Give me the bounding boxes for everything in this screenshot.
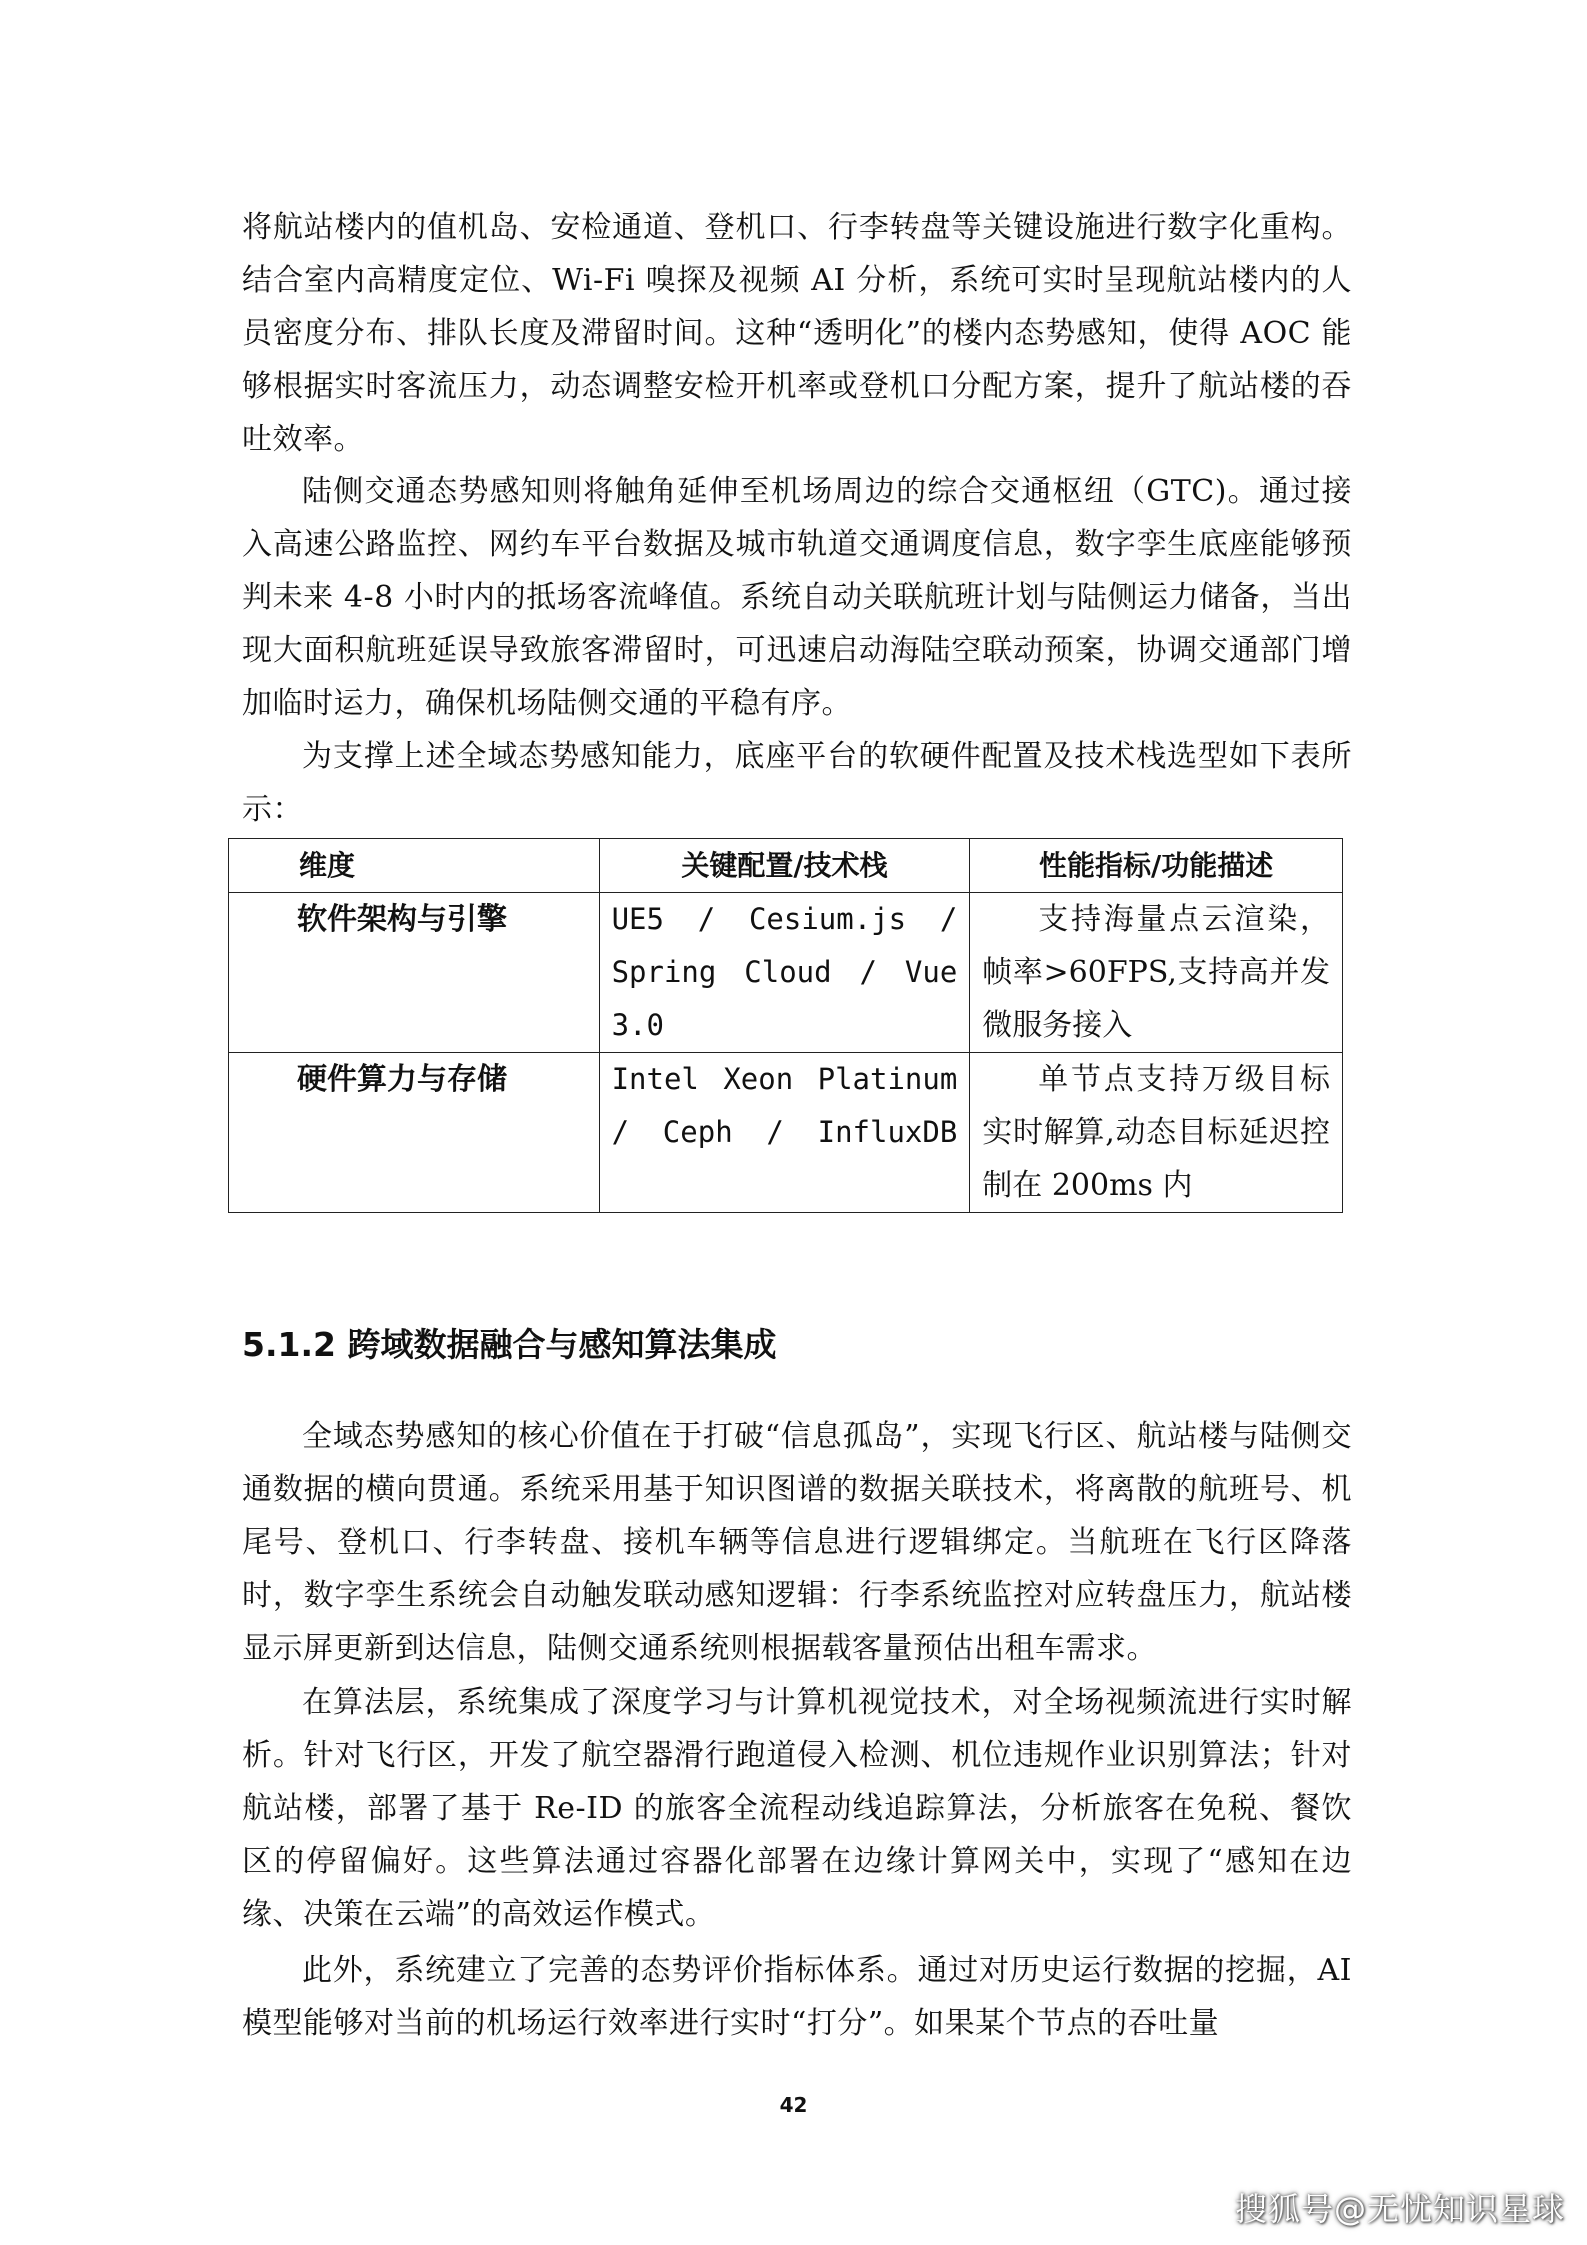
table-cell-metrics: 单节点支持万级目标实时解算,动态目标延迟控制在 200ms 内 (970, 1053, 1343, 1213)
table-header-metrics: 性能指标/功能描述 (970, 839, 1343, 893)
table-cell-stack: Intel Xeon Platinum / Ceph / InfluxDB (599, 1053, 970, 1213)
body-paragraph-fusion: 全域态势感知的核心价值在于打破“信息孤岛”，实现飞行区、航站楼与陆侧交通数据的横向贯通。系统采用基于知识图谱的数据关联技术，将离散的航班号、机尾号、登机口、行李转盘、接机车辆等信息进行逻辑绑定。当航班在飞行区降落时，数字孪生系统会自动触发联动感知逻辑：行李系统监控对应转盘压力，航站楼显示屏更新到达信息，陆侧交通系统则根据载客量预估出租车需求。 (242, 1419, 1352, 1666)
section-heading: 5.1.2 跨域数据融合与感知算法集成 (242, 1325, 777, 1364)
table-header-stack: 关键配置/技术栈 (599, 839, 970, 893)
table-row (229, 893, 1343, 1053)
table-cell-dimension: 硬件算力与存储 (229, 1053, 600, 1213)
body-paragraph-landside: 陆侧交通态势感知则将触角延伸至机场周边的综合交通枢纽（GTC)。通过接入高速公路监控、网约车平台数据及城市轨道交通调度信息，数字孪生底座能够预判未来 4-8 小时内的抵场客流峰值。系统自动关联航班计划与陆侧运力储备，当出现大面积航班延误导致旅客滞留时，可迅速启动海陆空联动预案，协调交通部门增加临时运力，确保机场陆侧交通的平稳有序。 (242, 474, 1352, 721)
table-cell-stack: UE5 / Cesium.js / Spring Cloud / Vue 3.0 (599, 893, 970, 1053)
table-cell-metrics: 支持海量点云渲染，帧率>60FPS,支持高并发微服务接入 (970, 893, 1343, 1053)
table-header-dimension: 维度 (229, 839, 600, 893)
tech-stack-table (228, 838, 1343, 1213)
table-cell-dimension: 软件架构与引擎 (229, 893, 600, 1053)
body-paragraph-table-intro: 为支撑上述全域态势感知能力，底座平台的软硬件配置及技术栈选型如下表所示： (242, 739, 1352, 827)
body-paragraph-algorithms: 在算法层，系统集成了深度学习与计算机视觉技术，对全场视频流进行实时解析。针对飞行区，开发了航空器滑行跑道侵入检测、机位违规作业识别算法；针对航站楼，部署了基于 Re-ID 的旅客全流程动线追踪算法，分析旅客在免税、餐饮区的停留偏好。这些算法通过容器化部署在边缘计算网关中，实现了“感知在边缘、决策在云端”的高效运作模式。 (242, 1685, 1352, 1932)
table-header-row (229, 839, 1343, 893)
table-row (229, 1053, 1343, 1213)
body-paragraph-terminal: 将航站楼内的值机岛、安检通道、登机口、行李转盘等关键设施进行数字化重构。结合室内高精度定位、Wi-Fi 嗅探及视频 AI 分析，系统可实时呈现航站楼内的人员密度分布、排队长度及滞留时间。这种“透明化”的楼内态势感知，使得 AOC 能够根据实时客流压力，动态调整安检开机率或登机口分配方案，提升了航站楼的吞吐效率。 (242, 210, 1352, 457)
source-watermark: 搜狐号@无忧知识星球 (1234, 2190, 1565, 2228)
body-paragraph-evaluation: 此外，系统建立了完善的态势评价指标体系。通过对历史运行数据的挖掘，AI 模型能够对当前的机场运行效率进行实时“打分”。如果某个节点的吞吐量 (242, 1953, 1352, 2041)
page-number: 42 (779, 2093, 808, 2117)
